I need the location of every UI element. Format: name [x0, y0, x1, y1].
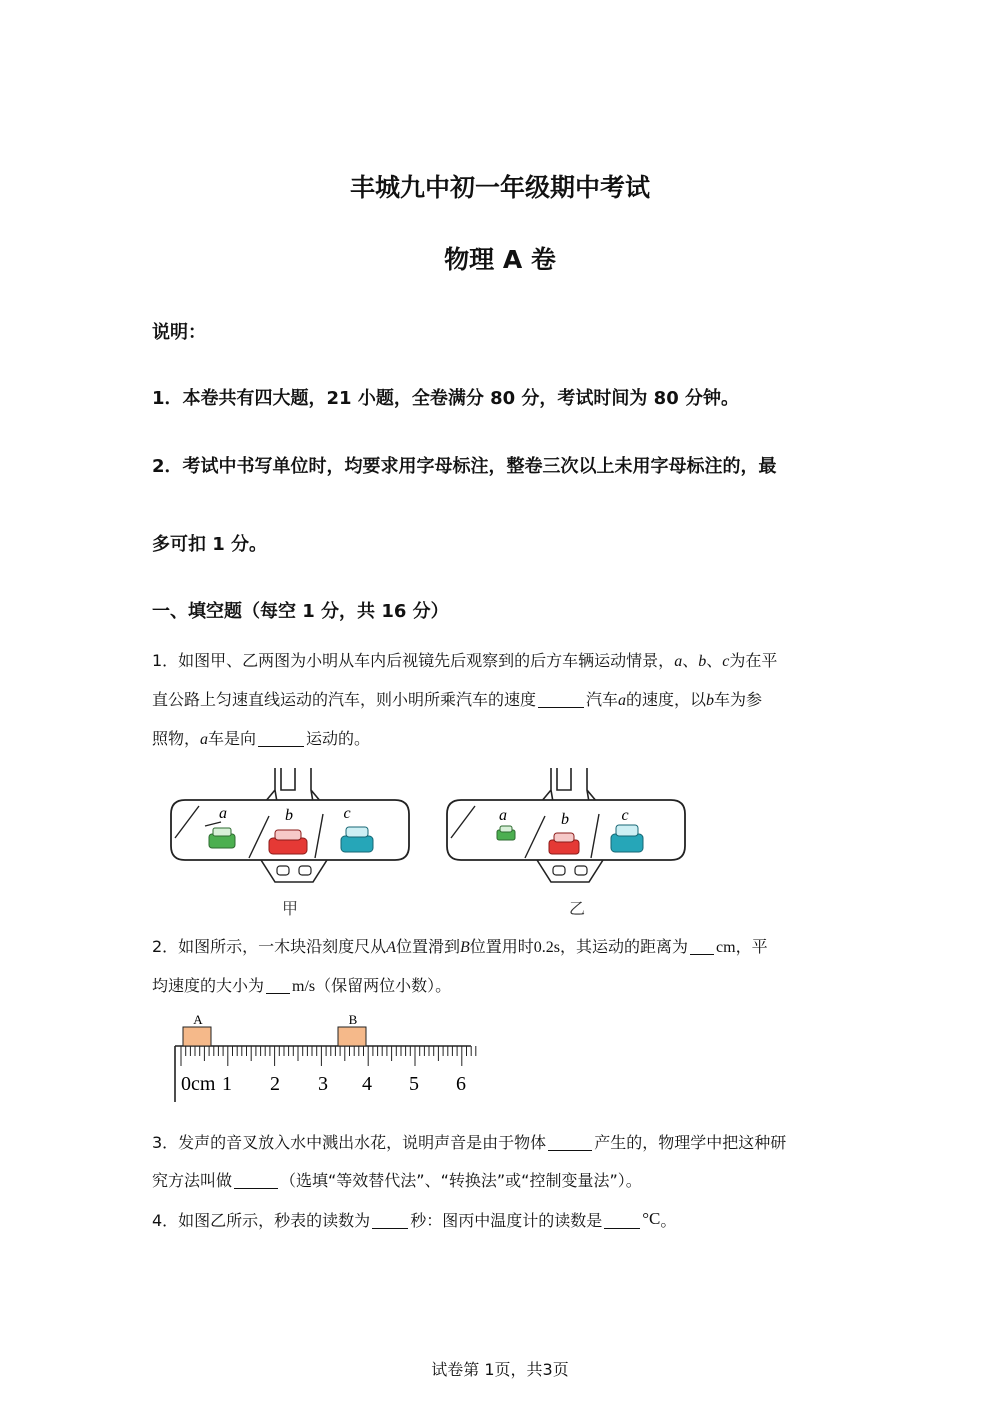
car-b-icon — [269, 830, 307, 854]
unit-celsius: °C — [642, 1209, 661, 1228]
car-c-icon — [341, 827, 373, 852]
answer-blank[interactable] — [548, 1132, 592, 1151]
tick-label-6: 6 — [456, 1073, 466, 1095]
car-b-icon — [549, 833, 579, 854]
instruction-item-2-line-1: 2．考试中书写单位时，均要求用字母标注，整卷三次以上未用字母标注的，最 — [152, 456, 777, 477]
car-label-b: b — [561, 811, 569, 828]
var-a: a — [200, 731, 209, 748]
block-b — [338, 1027, 366, 1046]
q1-line-3 — [152, 720, 852, 759]
q1-text: 为在平 — [729, 651, 778, 670]
answer-blank[interactable] — [372, 1210, 408, 1229]
answer-blank[interactable] — [690, 936, 714, 955]
var-A: A — [386, 939, 396, 956]
q2-line-2 — [152, 967, 852, 1006]
q2-text: ，其运动的距离为 — [560, 937, 689, 956]
tick-label-3: 3 — [318, 1073, 328, 1095]
q1-text: 车是向 — [208, 729, 257, 748]
unit-ms: m/s — [292, 978, 316, 995]
q1-sep: 、 — [682, 651, 699, 670]
var-a: a — [618, 692, 627, 709]
rearview-mirror-figure — [165, 762, 695, 922]
instruction-item-2-line-2: 多可扣 1 分。 — [152, 534, 268, 555]
q4-text: 。 — [660, 1211, 677, 1230]
q1-text: 车为参 — [714, 690, 763, 709]
q2-text: 位置滑到 — [395, 937, 460, 956]
car-label-a: a — [499, 807, 507, 824]
q3-text: 产生的，物理学中把这种研 — [594, 1133, 787, 1152]
question-3 — [152, 1124, 852, 1200]
ruler-ticks — [181, 1046, 476, 1066]
figure-label-jia: 甲 — [282, 899, 299, 918]
q3-text: （选填“等效替代法”、“转换法”或“控制变量法”）。 — [280, 1171, 642, 1190]
tick-label-0: 0cm — [181, 1073, 216, 1095]
var-b: b — [698, 653, 707, 670]
page-subtitle: 物理 A 卷 — [444, 245, 556, 274]
instructions-heading: 说明： — [152, 322, 206, 343]
var-c: c — [722, 653, 730, 670]
mirror-yi — [447, 768, 685, 882]
block-a-label: A — [193, 1012, 203, 1027]
q3-text: 究方法叫做 — [152, 1171, 233, 1190]
q1-text: 运动的。 — [306, 729, 371, 748]
block-b-label: B — [348, 1012, 358, 1027]
q4-text: 秒：图丙中温度计的读数是 — [410, 1211, 603, 1230]
car-a-icon — [497, 826, 515, 840]
q2-text: 位置用时 — [469, 937, 534, 956]
section-1-heading: 一、填空题（每空 1 分，共 16 分） — [152, 601, 449, 622]
q2-text: 均速度的大小为 — [152, 976, 265, 995]
car-label-b: b — [285, 807, 293, 824]
figure-label-yi: 乙 — [569, 899, 586, 918]
var-b: b — [706, 692, 715, 709]
ruler-figure — [165, 1008, 485, 1108]
q2-text: 2．如图所示，一木块沿刻度尺从 — [152, 937, 387, 956]
q1-text: 的速度，以 — [626, 690, 707, 709]
unit-cm: cm — [716, 939, 736, 956]
mirror-jia — [171, 768, 409, 882]
q3-line-2 — [152, 1162, 852, 1200]
answer-blank[interactable] — [538, 689, 584, 708]
page-footer: 试卷第 1页，共3页 — [431, 1360, 569, 1379]
q1-text: 直公路上匀速直线运动的汽车，则小明所乘汽车的速度 — [152, 690, 537, 709]
q1-line-1 — [152, 642, 852, 681]
q1-text: 照物， — [152, 729, 201, 748]
question-4 — [152, 1200, 852, 1240]
car-label-a: a — [219, 805, 227, 822]
q3-text: 3．发声的音叉放入水中溅出水花，说明声音是由于物体 — [152, 1133, 547, 1152]
tick-label-2: 2 — [270, 1073, 280, 1095]
answer-blank[interactable] — [266, 975, 290, 994]
answer-blank[interactable] — [604, 1210, 640, 1229]
instruction-item-1: 1．本卷共有四大题，21 小题，全卷满分 80 分，考试时间为 80 分钟。 — [152, 388, 740, 409]
q3-line-1 — [152, 1124, 852, 1162]
q2-time: 0.2s — [533, 939, 561, 956]
answer-blank[interactable] — [258, 728, 304, 747]
var-B: B — [459, 939, 470, 956]
var-a: a — [674, 653, 683, 670]
car-a-icon — [209, 828, 235, 848]
question-1 — [152, 642, 852, 759]
q2-text: （保留两位小数）。 — [315, 976, 452, 995]
q1-line-2 — [152, 681, 852, 720]
q2-line-1 — [152, 928, 852, 967]
page-title: 丰城九中初一年级期中考试 — [349, 173, 650, 202]
tick-label-5: 5 — [409, 1073, 419, 1095]
q1-sep: 、 — [706, 651, 723, 670]
q4-text: 4．如图乙所示，秒表的读数为 — [152, 1211, 371, 1230]
tick-label-1: 1 — [222, 1073, 232, 1095]
q1-text: 1．如图甲、乙两图为小明从车内后视镜先后观察到的后方车辆运动情景， — [152, 651, 675, 670]
tick-label-4: 4 — [362, 1073, 372, 1095]
answer-blank[interactable] — [234, 1170, 278, 1189]
car-label-c: c — [621, 807, 629, 824]
q1-text: 汽车 — [586, 690, 619, 709]
car-label-c: c — [343, 805, 351, 822]
block-a — [183, 1027, 211, 1046]
question-2 — [152, 928, 852, 1006]
q2-text: ，平 — [735, 937, 768, 956]
car-c-icon — [611, 825, 643, 852]
